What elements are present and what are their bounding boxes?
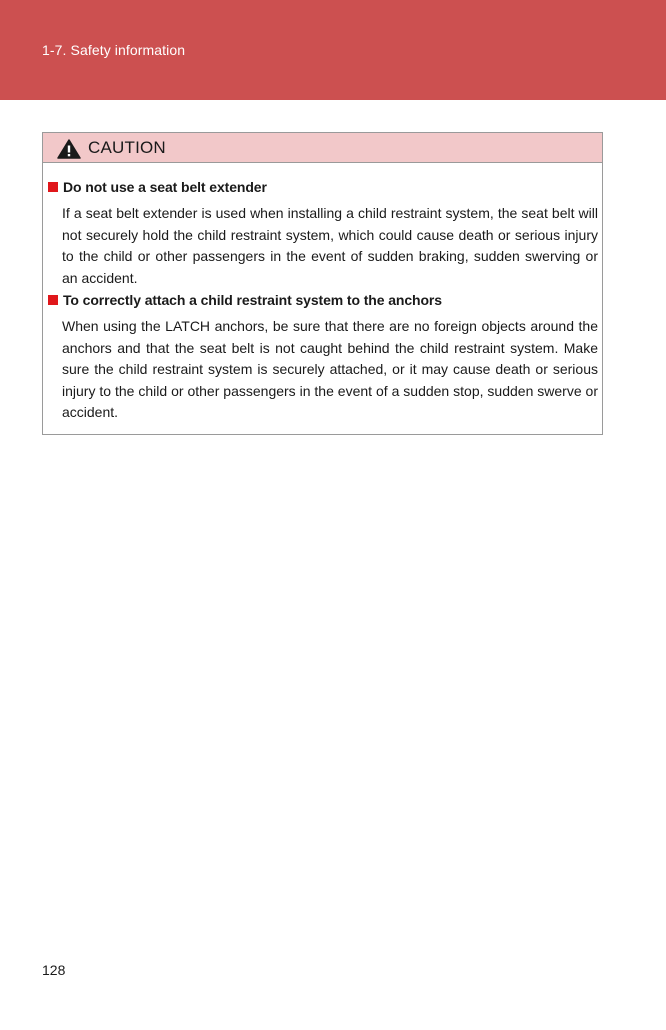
- section-heading-text: To correctly attach a child restraint system to the anchors: [63, 292, 442, 308]
- section-title: 1-7. Safety information: [42, 42, 186, 58]
- caution-section-seat-belt-extender: [48, 177, 598, 289]
- section-heading-text: Do not use a seat belt extender: [63, 179, 267, 195]
- square-bullet-icon: [48, 182, 58, 192]
- warning-triangle-icon: [57, 139, 81, 159]
- caution-label: CAUTION: [88, 138, 166, 157]
- section-heading: [48, 177, 598, 197]
- section-heading: [48, 290, 598, 310]
- section-body: When using the LATCH anchors, be sure that there are no foreign objects around the anchors and that the seat belt is not caught behind the child restraint system. Make sure the child restraint system is securely attached, or it may cause death or serious injury to the child or other passengers in the event of a sudden stop, sudden swerve or accident.: [62, 318, 598, 420]
- section-header-band: [0, 0, 666, 100]
- square-bullet-icon: [48, 295, 58, 305]
- caution-header: [43, 133, 602, 163]
- page-number: 128: [42, 962, 66, 978]
- caution-section-attach-anchors: [48, 290, 598, 424]
- caution-box: [42, 132, 603, 435]
- section-body: If a seat belt extender is used when installing a child restraint system, the seat belt will not securely hold the child restraint system, which could cause death or serious injury to the child or other passengers in the event of sudden braking, sudden swerving or an accident.: [62, 205, 598, 286]
